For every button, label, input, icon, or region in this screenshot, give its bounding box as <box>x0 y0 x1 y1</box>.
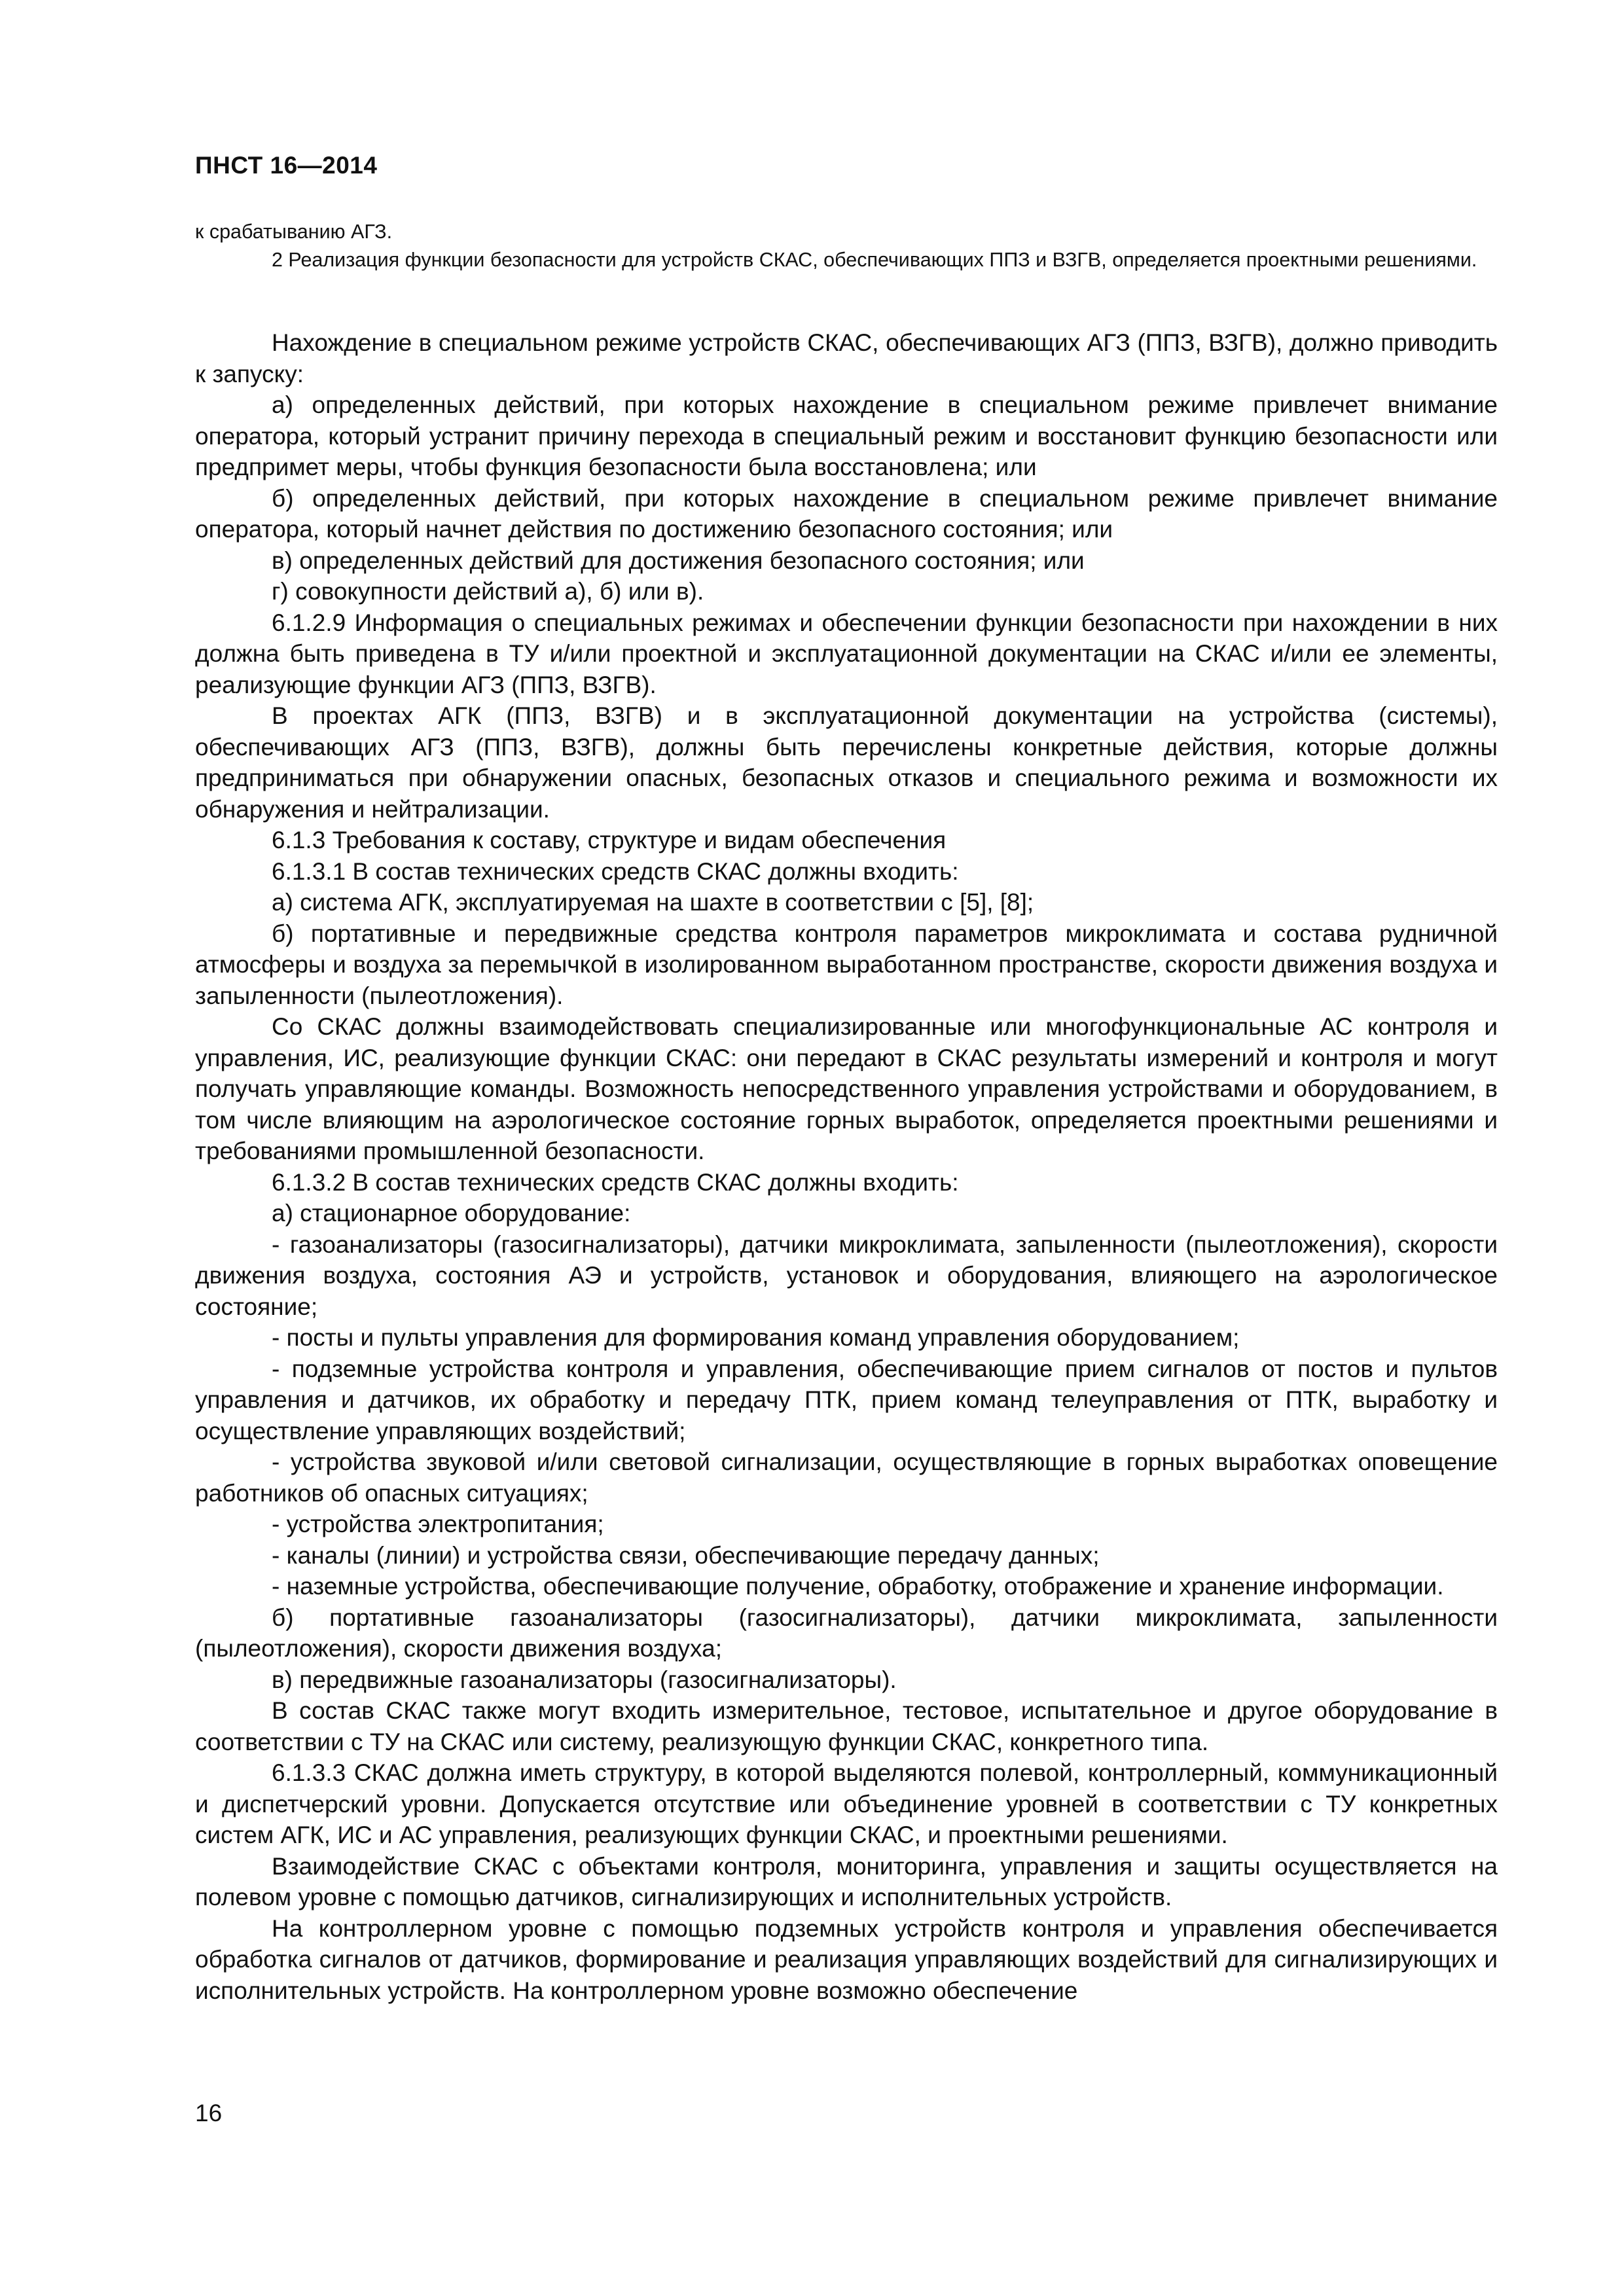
clause-paragraph: 6.1.3.3 СКАС должна иметь структуру, в которой выделяются полевой, контроллерный, коммуникационный и диспетчерский уровни. Допускается отсутствие или объединение уровней в соответствии с ТУ конкретных систем АГК, ИС и АС управления, реализующих функции СКАС, и проектными решениями. <box>195 1759 1498 1848</box>
dash-item: - устройства звуковой и/или световой сигнализации, осуществляющие в горных выработках оповещение работников об опасных ситуациях; <box>195 1448 1498 1507</box>
note-line: к срабатыванию АГЗ. <box>195 221 393 243</box>
list-item: б) портативные и передвижные средства контроля параметров микроклимата и состава рудничной атмосферы и воздуха за перемычкой в изолированном выработанном пространстве, скорости движения воздуха и запыленности (пылеотложения). <box>195 920 1498 1009</box>
paragraph: На контроллерном уровне с помощью подземных устройств контроля и управления обеспечивается обработка сигналов от датчиков, формирование и реализация управляющих воздействий для сигнализирующих и исполнительных устройств. На контроллерном уровне возможно обеспечение <box>195 1914 1498 2004</box>
page-number: 16 <box>195 2100 223 2126</box>
dash-item: - каналы (линии) и устройства связи, обеспечивающие передачу данных; <box>272 1541 1100 1569</box>
clause-paragraph: 6.1.3.1 В состав технических средств СКАС должны входить: <box>272 857 959 885</box>
dash-item: - устройства электропитания; <box>272 1511 604 1537</box>
paragraph: Нахождение в специальном режиме устройств СКАС, обеспечивающих АГЗ (ППЗ, ВЗГВ), должно приводить к запуску: <box>195 329 1498 387</box>
dash-item: - наземные устройства, обеспечивающие получение, обработку, отображение и хранение информации. <box>272 1573 1444 1600</box>
list-item: а) стационарное оборудование: <box>272 1200 631 1227</box>
note-line: 2 Реализация функции безопасности для устройств СКАС, обеспечивающих ППЗ и ВЗГВ, определяется проектными решениями. <box>272 249 1477 271</box>
note-block <box>195 218 1498 274</box>
paragraph: В состав СКАС также могут входить измерительное, тестовое, испытательное и другое оборудование в соответствии с ТУ на СКАС или систему, реализующую функции СКАС, конкретного типа. <box>195 1697 1498 1755</box>
list-item: а) система АГК, эксплуатируемая на шахте в соответствии с [5], [8]; <box>272 889 1034 916</box>
list-item: в) передвижные газоанализаторы (газосигнализаторы). <box>272 1666 897 1693</box>
document-header-id: ПНСТ 16—2014 <box>195 152 378 179</box>
dash-item: - посты и пульты управления для формирования команд управления оборудованием; <box>272 1324 1240 1351</box>
list-item: в) определенных действий для достижения безопасного состояния; или <box>272 547 1085 574</box>
list-item: б) портативные газоанализаторы (газосигнализаторы), датчики микроклимата, запыленности (пылеотложения), скорости движения воздуха; <box>195 1604 1498 1662</box>
paragraph: В проектах АГК (ППЗ, ВЗГВ) и в эксплуатационной документации на устройства (системы), обеспечивающих АГЗ (ППЗ, ВЗГВ), должны быть перечислены конкретные действия, которые должны предприниматься при обнаружении опасных, безопасных отказов и специального режима и возможности их обнаружения и нейтрализации. <box>195 702 1498 823</box>
clause-paragraph: 6.1.2.9 Информация о специальных режимах и обеспечении функции безопасности при нахождении в них должна быть приведена в ТУ и/или проектной и эксплуатационной документации на СКАС и/или ее элементы, реализующие функции АГЗ (ППЗ, ВЗГВ). <box>195 609 1498 698</box>
list-item: а) определенных действий, при которых нахождение в специальном режиме привлечет внимание оператора, который устранит причину перехода в специальный режим и восстановит функцию безопасности или предпримет меры, чтобы функция безопасности была восстановлена; или <box>195 391 1498 480</box>
clause-paragraph: 6.1.3.2 В состав технических средств СКАС должны входить: <box>272 1168 959 1196</box>
paragraph: Взаимодействие СКАС с объектами контроля, мониторинга, управления и защиты осуществляется на полевом уровне с помощью датчиков, сигнализирующих и исполнительных устройств. <box>195 1852 1498 1910</box>
list-item: б) определенных действий, при которых нахождение в специальном режиме привлечет внимание оператора, который начнет действия по достижению безопасного состояния; или <box>195 484 1498 543</box>
paragraph: Со СКАС должны взаимодействовать специализированные или многофункциональные АС контроля и управления, ИС, реализующие функции СКАС: они передают в СКАС результаты измерений и контроля и могут получать управляющие команды. Возможность непосредственного управления устройствами и оборудованием, в том числе влияющим на аэрологическое состояние горных выработок, определяется проектными решениями и требованиями промышленной безопасности. <box>195 1013 1498 1164</box>
dash-item: - подземные устройства контроля и управления, обеспечивающие прием сигналов от постов и пультов управления и датчиков, их обработку и передачу ПТК, прием команд телеуправления от ПТК, выработку и осуществление управляющих воздействий; <box>195 1355 1498 1444</box>
main-text <box>195 327 1498 2006</box>
section-heading: 6.1.3 Требования к составу, структуре и видам обеспечения <box>272 827 947 853</box>
list-item: г) совокупности действий а), б) или в). <box>272 578 704 605</box>
dash-item: - газоанализаторы (газосигнализаторы), датчики микроклимата, запыленности (пылеотложения), скорости движения воздуха, состояния АЭ и устройств, установок и оборудования, влияющего на аэрологическое состояние; <box>195 1230 1498 1320</box>
